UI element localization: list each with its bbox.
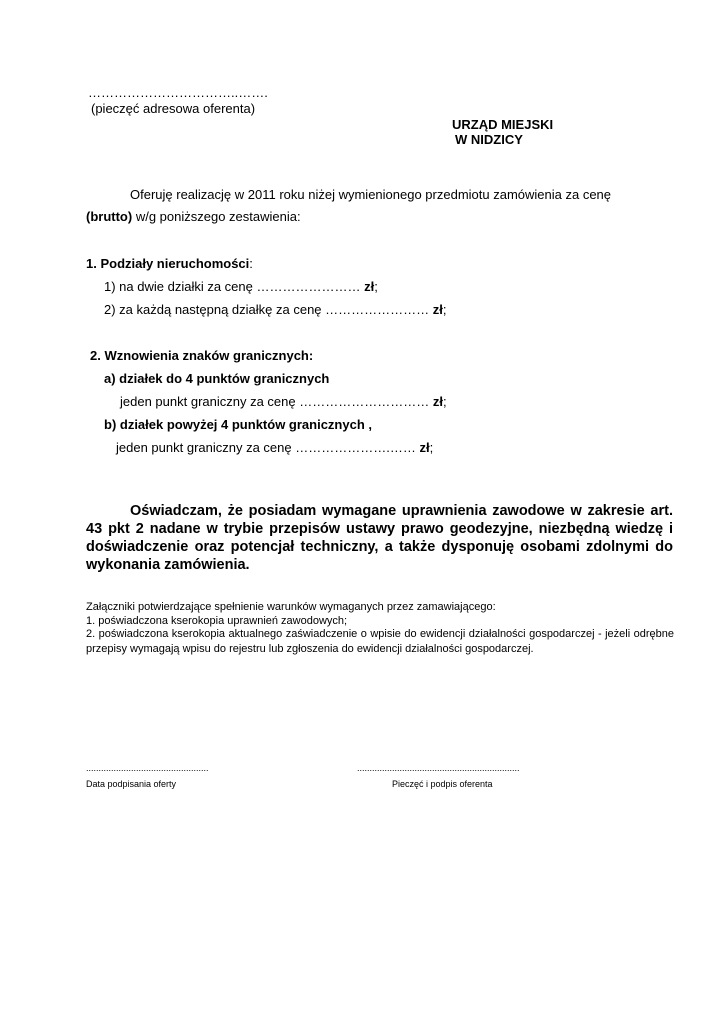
section2-sub-a-line bbox=[120, 394, 447, 410]
seal-signature-label: Pieczęć i podpis oferenta bbox=[392, 779, 493, 789]
date-signature-label: Data podpisania oferty bbox=[86, 779, 177, 789]
intro-line2 bbox=[86, 209, 301, 225]
seal-signature-dots: ................................................................. bbox=[357, 763, 520, 773]
section2-sub-a: a) działek do 4 punktów granicznych bbox=[104, 371, 330, 386]
separator: ; bbox=[374, 279, 378, 294]
section1-title-suffix: : bbox=[249, 256, 253, 271]
intro-line1: Oferuję realizację w 2011 roku niżej wymienionego przedmiotu zamówienia za cenę bbox=[130, 187, 612, 202]
brutto-label: (brutto) bbox=[86, 209, 133, 224]
currency-label: zł bbox=[419, 440, 430, 455]
recipient-line2: W NIDZICY bbox=[455, 132, 523, 147]
currency-label: zł bbox=[432, 302, 443, 317]
sub-a-line-text: jeden punkt graniczny za cenę ………………………… bbox=[120, 394, 433, 409]
attachment-item-2: 2. poświadczona kserokopia aktualnego zaświadczenie o wpisie do ewidencji działalności gospodarczej - jeżeli odrębne przepisy wymagają wpisu do rejestru lub zgłoszenia do ewidencji działalności gospodarczej. bbox=[86, 628, 674, 655]
stamp-label: (pieczęć adresowa oferenta) bbox=[91, 101, 256, 116]
separator: ; bbox=[442, 394, 447, 409]
separator: ; bbox=[429, 440, 434, 455]
currency-label: zł bbox=[364, 279, 375, 294]
recipient-line1: URZĄD MIEJSKI bbox=[452, 117, 554, 132]
section2-sub-b: b) działek powyżej 4 punktów granicznych , bbox=[104, 417, 372, 432]
section2-title: 2. Wznowienia znaków granicznych: bbox=[90, 348, 314, 363]
section1-item1 bbox=[104, 279, 378, 295]
currency-label: zł bbox=[432, 394, 443, 409]
separator: ; bbox=[442, 302, 447, 317]
section1-item1-text: 1) na dwie działki za cenę …………………… bbox=[104, 279, 365, 294]
declaration-text: Oświadczam, że posiadam wymagane uprawnienia zawodowe w zakresie art. 43 pkt 2 nadane w trybie przepisów ustawy prawo geodezyjne, niezbędną wiedzę i doświadczenie oraz potencjał techniczny, a także dysponuję osobami zdolnymi do wykonania zamówienia. bbox=[86, 503, 673, 573]
sub-b-line-text: jeden punkt graniczny za cenę ………………….…… bbox=[116, 440, 420, 455]
section2-sub-b-line bbox=[116, 440, 433, 456]
stamp-dots: ……………………………..……. bbox=[88, 85, 268, 100]
section1-title bbox=[86, 256, 253, 272]
attachment-item-1: 1. poświadczona kserokopia uprawnień zawodowych; bbox=[86, 615, 348, 627]
section1-item2-text: 2) za każdą następną działkę za cenę …………………… bbox=[104, 302, 433, 317]
attachments-heading: Załączniki potwierdzające spełnienie warunków wymaganych przez zamawiającego: bbox=[86, 601, 496, 613]
date-signature-dots: ................................................. bbox=[86, 763, 209, 773]
declaration bbox=[86, 502, 673, 574]
section1-title-text: 1. Podziały nieruchomości bbox=[86, 256, 250, 271]
intro-line2-rest: w/g poniższego zestawienia: bbox=[132, 209, 301, 224]
section1-item2 bbox=[104, 302, 447, 318]
